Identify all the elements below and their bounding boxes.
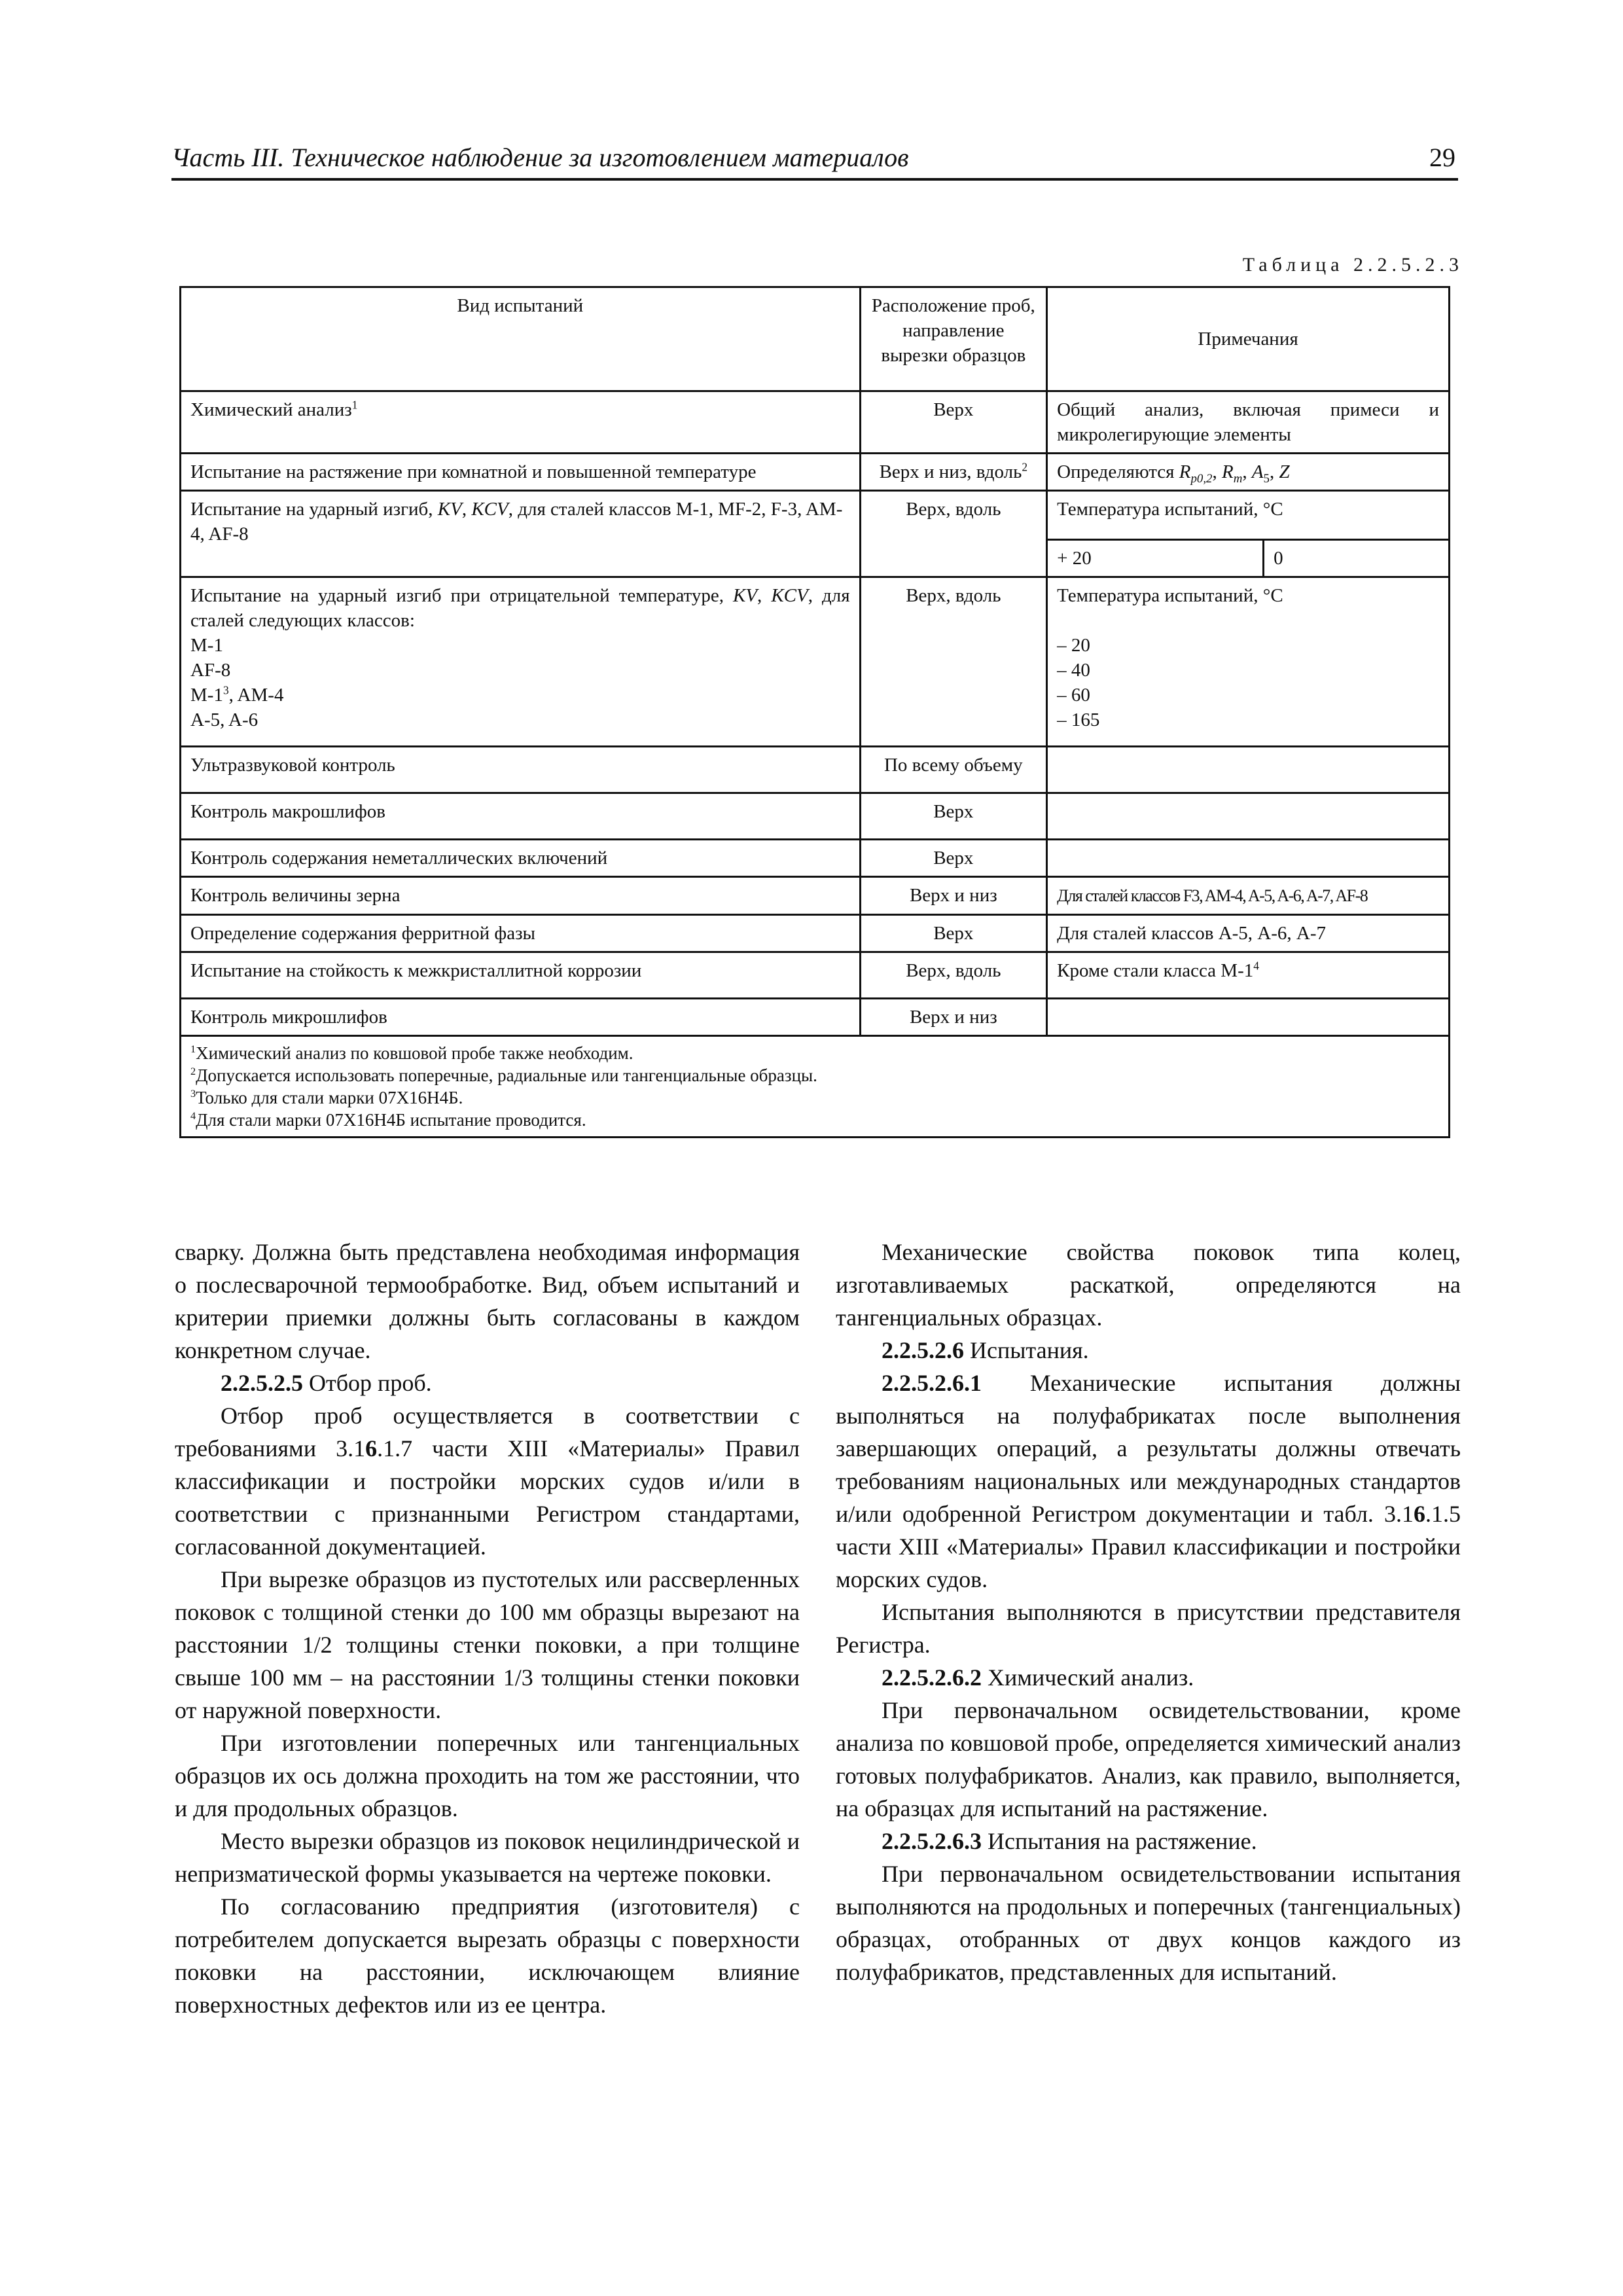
note-cell: Для сталей классов А-5, А-6, А-7 xyxy=(1047,915,1450,952)
test-cell: Контроль содержания неметаллических включений xyxy=(181,840,861,877)
paragraph: При изготовлении поперечных или тангенциальных образцов их ось должна проходить на том же расстоянии, что и для продольных образцов. xyxy=(175,1730,800,1821)
column-header-notes: Примечания xyxy=(1047,287,1450,391)
paragraph: При первоначальном освидетельствовании, кроме анализа по ковшовой пробе, определяется химический анализ готовых полуфабрикатов. Анализ, как правило, выполняется, на образцах для испытаний на растяжение. xyxy=(836,1697,1461,1821)
steel-class: A-5, A-6 xyxy=(190,709,259,730)
table-row xyxy=(181,915,1450,952)
note-cell: Общий анализ, включая примеси и микролегирующие элементы xyxy=(1047,391,1450,454)
note-cell: Температура испытаний, °С – 20 – 40 – 60 – 165 xyxy=(1047,577,1450,747)
table-row xyxy=(181,793,1450,840)
note-cell xyxy=(1047,793,1450,840)
table-row xyxy=(181,952,1450,999)
footnote: $^3$Только для стали марки 07Х16Н4Б. xyxy=(190,1088,463,1107)
paragraph: По согласованию предприятия (изготовителя) с потребителем допускается вырезать образцы с поверхности поковки на расстоянии, исключающем влияние поверхностных дефектов или из ее центра. xyxy=(175,1893,800,2018)
paragraph: сварку. Должна быть представлена необходимая информация о послесварочной термообработке. Вид, объем испытаний и критерии приемки должны быть согласованы в каждом конкретном случае. xyxy=(175,1239,800,1363)
note-cell: Для сталей классов F3, AM-4, A-5, A-6, A-7, AF-8 xyxy=(1047,877,1450,915)
test-cell: Ультразвуковой контроль xyxy=(181,747,861,793)
location-cell: Верх xyxy=(860,391,1047,454)
test-cell: Испытание на ударный изгиб, KV, KCV, для сталей классов M-1, MF-2, F-3, AM-4, AF-8 xyxy=(181,491,861,577)
location-cell: Верх и низ, вдоль$^2$ xyxy=(860,454,1047,491)
steel-class: AF-8 xyxy=(190,660,231,681)
location-cell: Верх, вдоль xyxy=(860,952,1047,999)
page-number: 29 xyxy=(1429,143,1455,172)
table-row xyxy=(181,491,1450,577)
steel-class: $M-1^3$, AM-4 xyxy=(190,683,284,706)
page-header xyxy=(171,140,1458,178)
note-cell: Кроме стали класса $М-1^4$ xyxy=(1047,952,1450,999)
temperature-subtable xyxy=(1048,539,1448,576)
paragraph: Место вырезки образцов из поковок нецилиндрической и непризматической формы указывается на чертеже поковки. xyxy=(175,1828,800,1887)
footnote: $^2$Допускается использовать поперечные, радиальные или тангенциальные образцы. xyxy=(190,1066,817,1085)
table-row xyxy=(181,999,1450,1036)
location-cell: Верх, вдоль xyxy=(860,577,1047,747)
table-row xyxy=(181,454,1450,491)
running-title: Часть III. Техническое наблюдение за изготовлением материалов xyxy=(171,143,909,172)
test-cell: Химический анализ$^1$ xyxy=(181,391,861,454)
location-cell: Верх, вдоль xyxy=(860,491,1047,577)
note-cell: Температура испытаний, °С + 20 0 xyxy=(1047,491,1450,577)
energy-value: 0 xyxy=(1274,548,1283,569)
location-cell: По всему объему xyxy=(860,747,1047,793)
footnote: $^1$Химический анализ по ковшовой пробе также необходим. xyxy=(190,1043,633,1063)
test-cell: Контроль величины зерна xyxy=(181,877,861,915)
location-cell: Верх и низ xyxy=(860,999,1047,1036)
section-heading: 2.2.5.2.5 Отбор проб. xyxy=(221,1370,432,1396)
paragraph: Механические свойства поковок типа колец, изготавливаемых раскаткой, определяются на тангенциальных образцах. xyxy=(836,1239,1461,1331)
column-header-location: Расположение проб, направление вырезки образцов xyxy=(860,287,1047,391)
paragraph: При вырезке образцов из пустотелых или рассверленных поковок с толщиной стенки до 100 мм образцы вырезают на расстоянии 1/2 толщины стенки поковки, а при толщине свыше 100 мм – на расстоянии 1/3 толщины стенки поковки от наружной поверхности. xyxy=(175,1566,800,1723)
test-cell: Контроль макрошлифов xyxy=(181,793,861,840)
note-cell: Определяются $R_{p0,2}$, $R_m$, $A_5$, Z xyxy=(1047,454,1450,491)
table-row xyxy=(181,840,1450,877)
left-text-column xyxy=(175,1236,800,2021)
temperature-value: – 20 xyxy=(1057,635,1090,656)
paragraph: 2.2.5.2.6.1 Механические испытания должны выполняться на полуфабрикатах после выполнения завершающих операций, а результаты должны отвечать требованиям национальных или международных стандартов и/или одобренной Регистром документации и табл. 3.16.1.5 части XIII «Материалы» Правил классификации и постройки морских судов. xyxy=(836,1370,1461,1592)
section-heading: 2.2.5.2.6.2 Химический анализ. xyxy=(882,1664,1194,1691)
section-heading: 2.2.5.2.6.3 Испытания на растяжение. xyxy=(882,1828,1257,1854)
paragraph: При первоначальном освидетельствовании испытания выполняются на продольных и поперечных (тангенциальных) образцах, отобранных от двух концов каждого из полуфабрикатов, представленных для испытаний. xyxy=(836,1861,1461,1985)
test-cell: Испытание на ударный изгиб при отрицательной температуре, KV, KCV, для сталей следующих классов: M-1 AF-8 $M-1^3$, AM-4 A-5, A-6 xyxy=(181,577,861,747)
temperature-value: – 40 xyxy=(1057,660,1090,681)
location-cell: Верх xyxy=(860,915,1047,952)
note-cell xyxy=(1047,840,1450,877)
temperature-value: – 60 xyxy=(1057,685,1090,706)
table-footnotes xyxy=(181,1036,1450,1138)
section-heading: 2.2.5.2.6 Испытания. xyxy=(882,1337,1089,1363)
location-cell: Верх xyxy=(860,793,1047,840)
test-cell: Определение содержания ферритной фазы xyxy=(181,915,861,952)
location-cell: Верх xyxy=(860,840,1047,877)
table-footnotes-row xyxy=(181,1036,1450,1138)
paragraph: Отбор проб осуществляется в соответствии с требованиями 3.16.1.7 части XIII «Материалы» Правил классификации и постройки морских судов и/или в соответствии с признанными Регистром стандартами, согласованной документацией. xyxy=(175,1403,800,1560)
table-row xyxy=(181,391,1450,454)
footnote: $^4$Для стали марки 07Х16Н4Б испытание проводится. xyxy=(190,1110,586,1130)
table-row xyxy=(181,877,1450,915)
table-caption: Таблица 2.2.5.2.3 xyxy=(1242,254,1463,276)
test-cell: Контроль микрошлифов xyxy=(181,999,861,1036)
table-row xyxy=(181,577,1450,747)
test-cell: Испытание на стойкость к межкристаллитной коррозии xyxy=(181,952,861,999)
tests-table xyxy=(179,286,1450,1138)
temperature-value: – 165 xyxy=(1057,709,1100,730)
test-cell: Испытание на растяжение при комнатной и повышенной температуре xyxy=(181,454,861,491)
header-rule xyxy=(171,178,1458,181)
note-cell xyxy=(1047,999,1450,1036)
steel-class: M-1 xyxy=(190,635,223,656)
temperature-value: + 20 xyxy=(1048,541,1264,576)
location-cell: Верх и низ xyxy=(860,877,1047,915)
table-row xyxy=(181,747,1450,793)
table-header-row xyxy=(181,287,1450,391)
paragraph: Испытания выполняются в присутствии представителя Регистра. xyxy=(836,1599,1461,1658)
note-cell xyxy=(1047,747,1450,793)
column-header-test: Вид испытаний xyxy=(181,287,861,391)
right-text-column xyxy=(836,1236,1461,1988)
